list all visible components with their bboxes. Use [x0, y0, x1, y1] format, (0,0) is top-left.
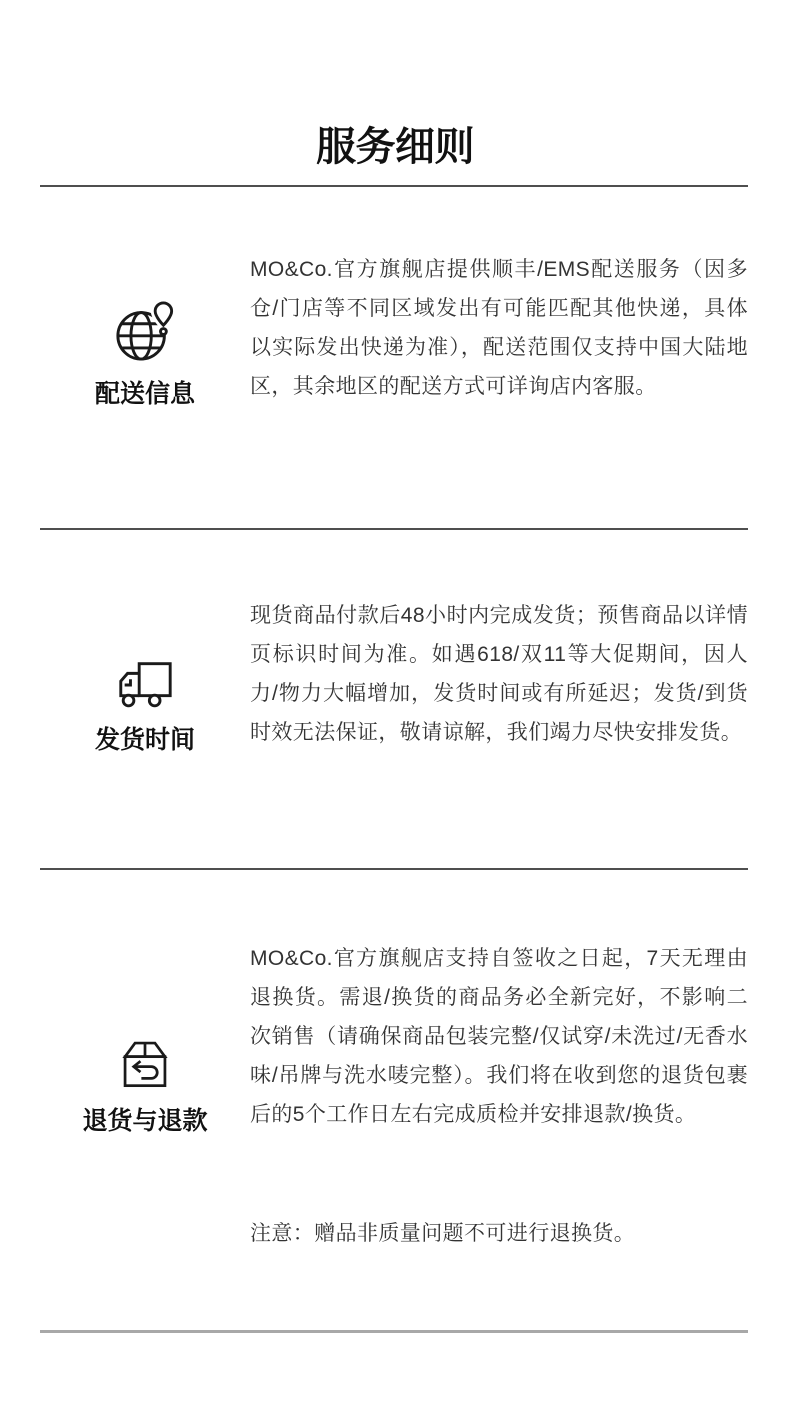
shipping-time-icon-column: [40, 596, 250, 756]
globe-location-icon: [114, 298, 176, 364]
delivery-info-icon-column: [40, 250, 250, 410]
section-divider: [40, 185, 748, 187]
delivery-truck-icon: [114, 660, 176, 710]
section-shipping-time: [40, 596, 748, 756]
shipping-time-text: 现货商品付款后48小时内完成发货；预售商品以详情页标识时间为准。如遇618/双11等大促期间，因人力/物力大幅增加，发货时间或有所延迟；发货/到货时效无法保证，敬请谅解，我们竭力尽快安排发货。: [250, 604, 748, 744]
section-divider: [40, 868, 748, 870]
return-box-icon: [116, 1035, 174, 1091]
section-returns-refunds: [40, 939, 748, 1137]
section-delivery-info: [40, 250, 748, 410]
section-divider: [40, 528, 748, 530]
page-title: 服务细则: [316, 124, 474, 169]
section-label-shipping-time: 发货时间: [94, 726, 195, 754]
section-label-delivery-info: 配送信息: [94, 380, 195, 408]
delivery-info-text: MO&Co.官方旗舰店提供顺丰/EMS配送服务（因多仓/门店等不同区域发出有可能匹配其他快递，具体以实际发出快递为准），配送范围仅支持中国大陆地区，其余地区的配送方式可详询店内客服。: [250, 258, 748, 398]
section-label-returns-refunds: 退货与退款: [82, 1107, 208, 1135]
returns-refunds-text: MO&Co.官方旗舰店支持自签收之日起，7天无理由退换货。需退/换货的商品务必全新完好，不影响二次销售（请确保商品包装完整/仅试穿/未洗过/无香水味/吊牌与洗水唛完整）。我们将在收到您的退货包裹后的5个工作日左右完成质检并安排退款/换货。: [250, 947, 748, 1126]
bottom-border-bar: [40, 1330, 748, 1333]
returns-refunds-icon-column: [40, 939, 250, 1137]
returns-note: 注意：赠品非质量问题不可进行退换货。: [250, 1222, 636, 1245]
